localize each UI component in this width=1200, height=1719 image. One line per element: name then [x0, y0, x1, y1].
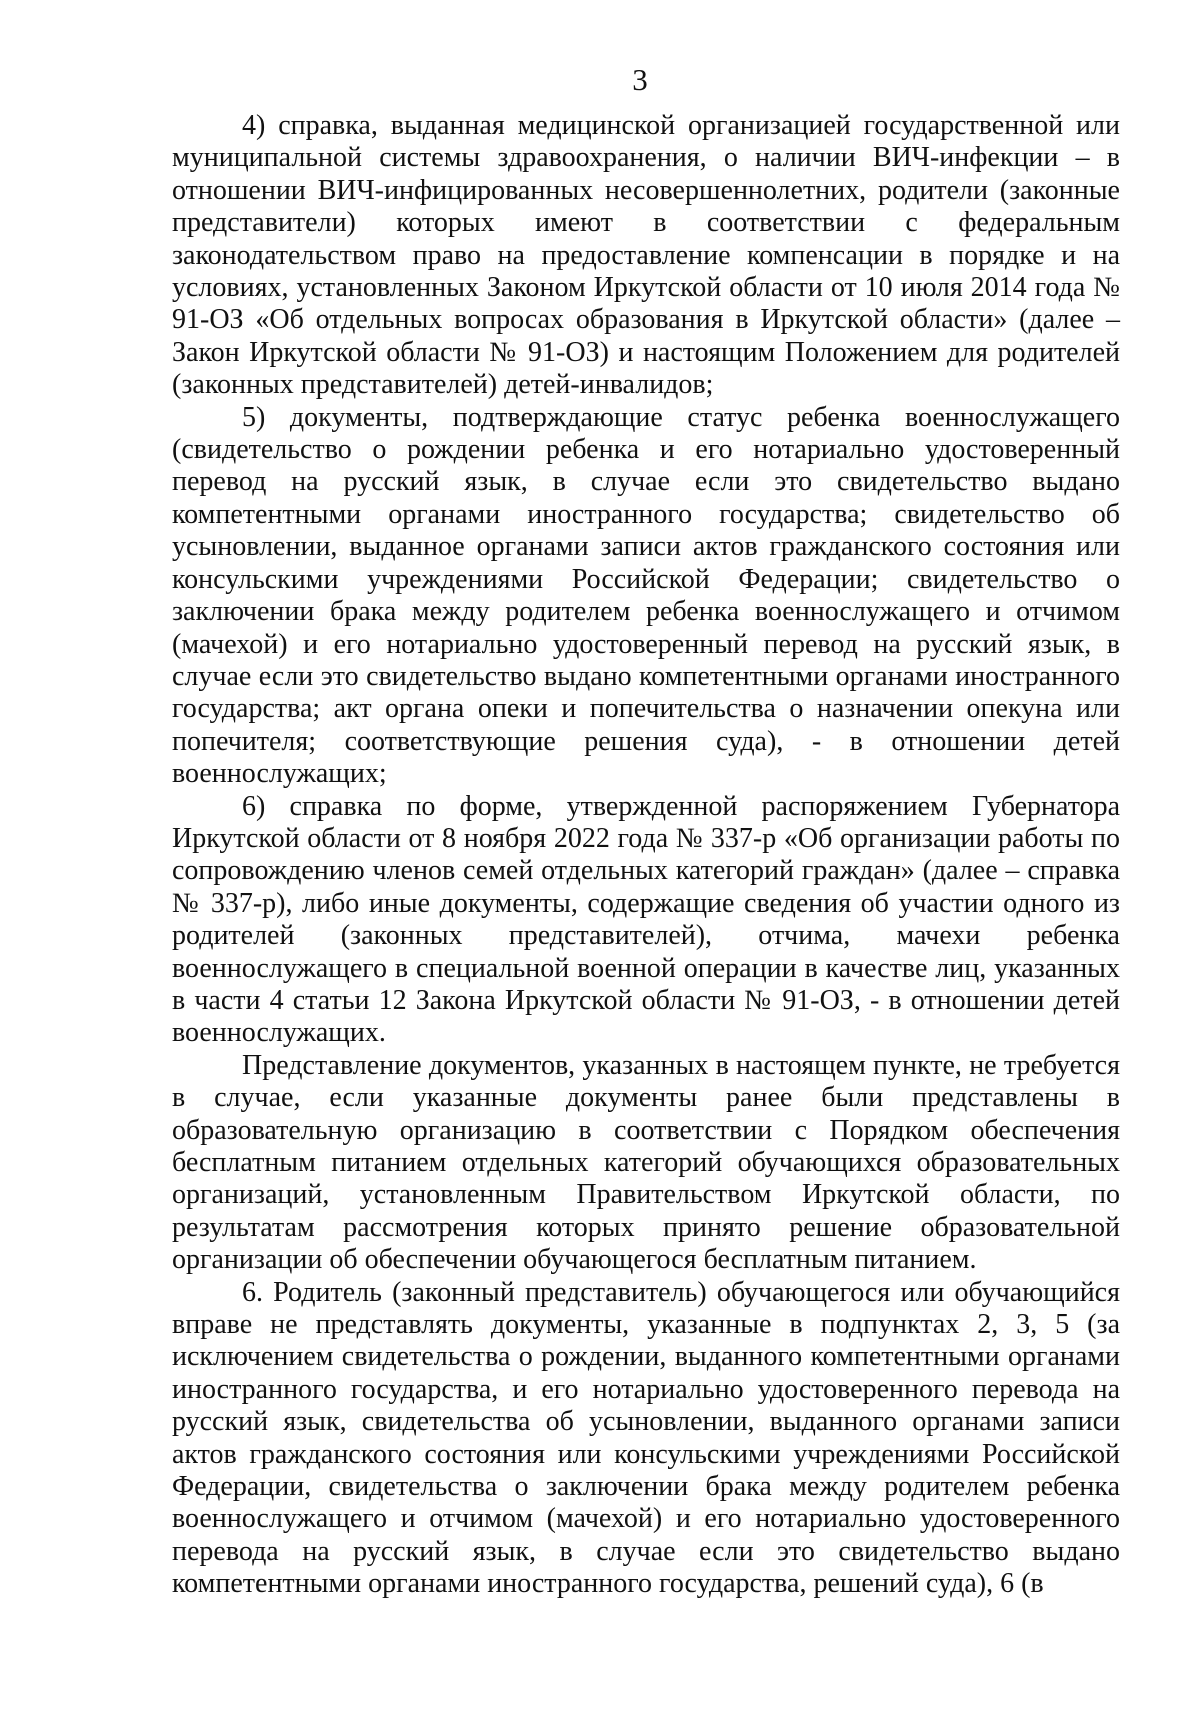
document-body [172, 110, 1120, 1601]
paragraph-documents-not-required: Представление документов, указанных в настоящем пункте, не требуется в случае, если указанные документы ранее были представлены в образовательную организацию в соответствии с Порядком обеспечения бесплатным питанием отдельных категорий обучающихся образовательных организаций, установленным Правительством Иркутской области, по результатам рассмотрения которых принято решение образовательной организации об обеспечении обучающегося бесплатным питанием. [172, 1049, 1120, 1276]
paragraph-item-4-hiv-certificate: 4) справка, выданная медицинской организацией государственной или муниципальной системы здравоохранения, о наличии ВИЧ-инфекции – в отношении ВИЧ-инфицированных несовершеннолетних, родители (законные представители) которых имеют в соответствии с федеральным законодательством право на предоставление компенсации в порядке и на условиях, установленных Законом Иркутской области от 10 июля 2014 года № 91-ОЗ «Об отдельных вопросах образования в Иркутской области» (далее – Закон Иркутской области № 91-ОЗ) и настоящим Положением для родителей (законных представителей) детей-инвалидов; [172, 110, 1120, 401]
paragraph-item-6-certificate-337r: 6) справка по форме, утвержденной распоряжением Губернатора Иркутской области от 8 ноября 2022 года № 337-р «Об организации работы по сопровождению членов семей отдельных категорий граждан» (далее – справка № 337-р), либо иные документы, содержащие сведения об участии одного из родителей (законных представителей), отчима, мачехи ребенка военнослужащего в специальной военной операции в качестве лиц, указанных в части 4 статьи 12 Закона Иркутской области № 91-ОЗ, - в отношении детей военнослужащих. [172, 790, 1120, 1049]
paragraph-clause-6: 6. Родитель (законный представитель) обучающегося или обучающийся вправе не представлять документы, указанные в подпунктах 2, 3, 5 (за исключением свидетельства о рождении, выданного компетентными органами иностранного государства, и его нотариально удостоверенного перевода на русский язык, свидетельства об усыновлении, выданного органами записи актов гражданского состояния или консульскими учреждениями Российской Федерации, свидетельства о заключении брака между родителем ребенка военнослужащего и отчимом (мачехой) и его нотариально удостоверенного перевода на русский язык, в случае если это свидетельство выдано компетентными органами иностранного государства, решений суда), 6 (в [172, 1276, 1120, 1600]
paragraph-item-5-military-child-documents: 5) документы, подтверждающие статус ребенка военнослужащего (свидетельство о рождении ребенка и его нотариально удостоверенный перевод на русский язык, в случае если это свидетельство выдано компетентными органами иностранного государства; свидетельство об усыновлении, выданное органами записи актов гражданского состояния или консульскими учреждениями Российской Федерации; свидетельство о заключении брака между родителем ребенка военнослужащего и отчимом (мачехой) и его нотариально удостоверенный перевод на русский язык, в случае если это свидетельство выдано компетентными органами иностранного государства; акт органа опеки и попечительства о назначении опекуна или попечителя; соответствующие решения суда), - в отношении детей военнослужащих; [172, 401, 1120, 790]
page-number: 3 [632, 62, 648, 97]
